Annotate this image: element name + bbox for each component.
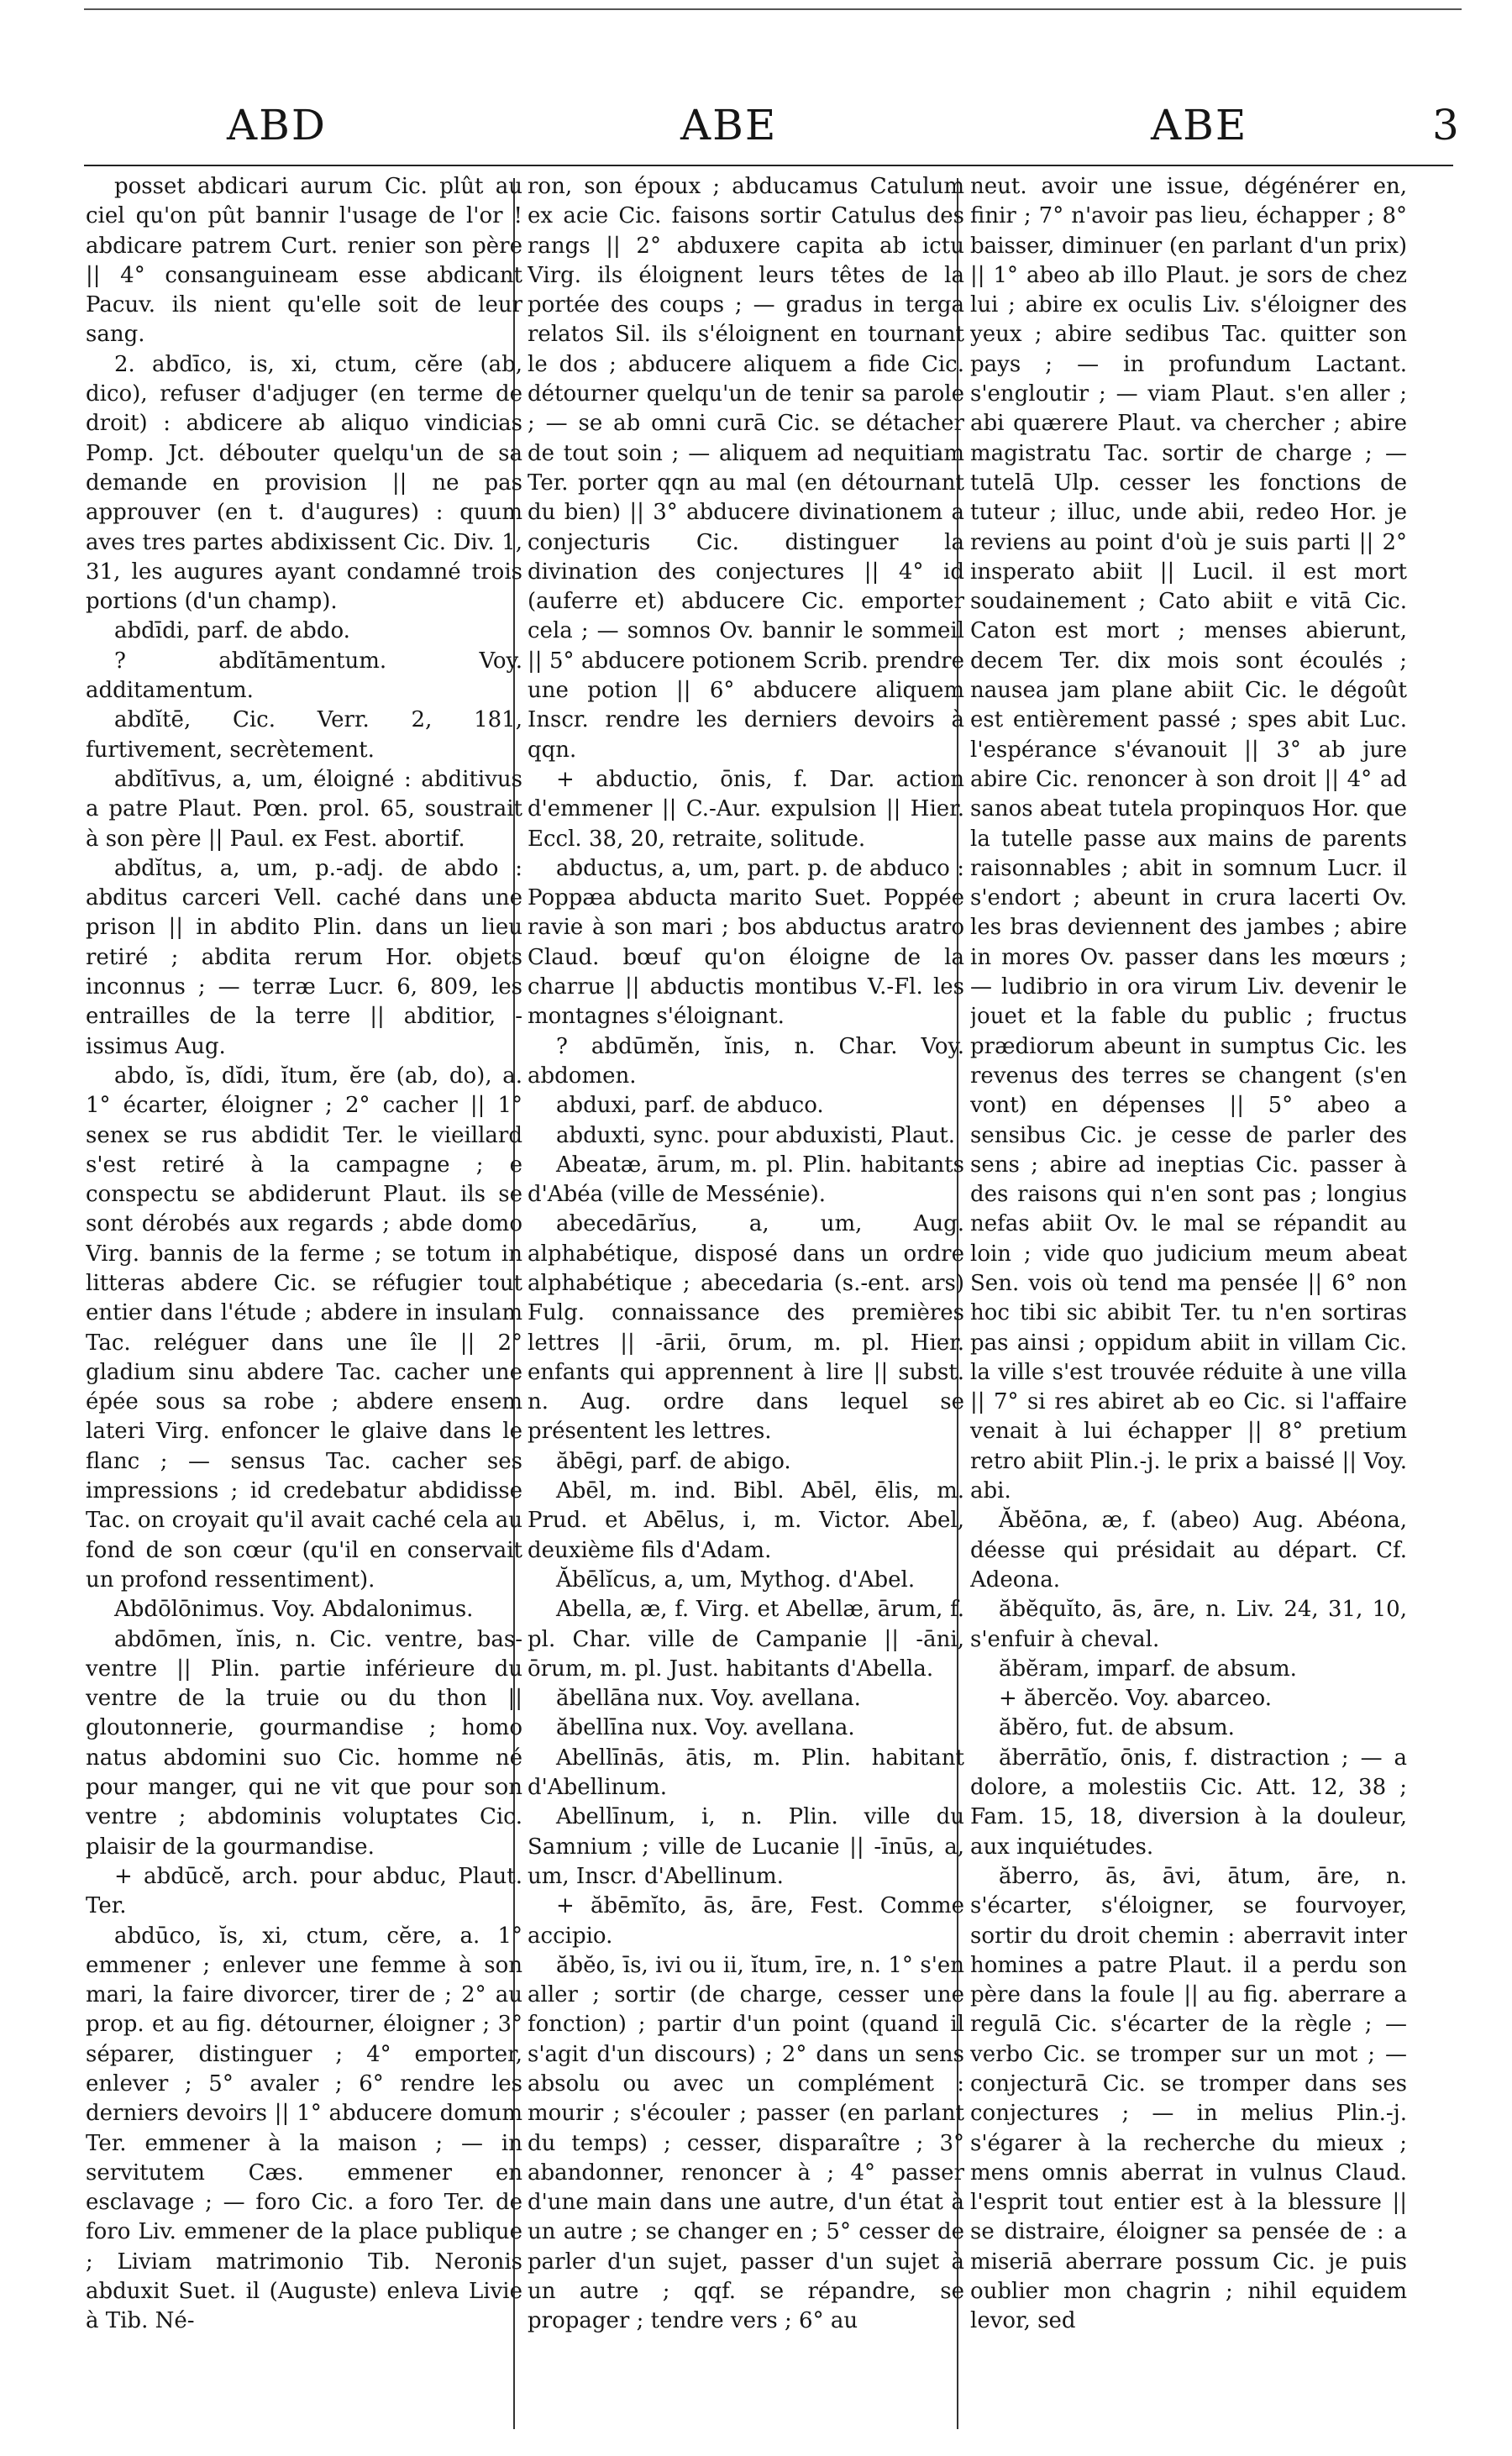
- page-number: 3: [1432, 101, 1459, 150]
- dictionary-entry: Abellīnās, ātis, m. Plin. habitant d'Abellinum.: [528, 1745, 964, 1801]
- column-3: [970, 172, 1407, 2440]
- header-rule: [84, 165, 1453, 166]
- dictionary-entry: + abductio, ōnis, f. Dar. action d'emmener || C.-Aur. expulsion || Hier. Eccl. 38, 20, retraite, solitude.: [528, 766, 964, 852]
- dictionary-entry: ? abdūmĕn, ĭnis, n. Char. Voy. abdomen.: [528, 1033, 964, 1089]
- right-guideword: ABE: [1151, 101, 1248, 150]
- dictionary-entry: ? abdĭtāmentum. Voy. additamentum.: [86, 648, 522, 704]
- dictionary-entry: abdĭtīvus, a, um, éloigné : abditivus a patre Plaut. Pœn. prol. 65, soustrait à son père || Paul. ex Fest. abortif.: [86, 766, 522, 852]
- dictionary-entry: neut. avoir une issue, dégénérer en, finir ; 7° n'avoir pas lieu, échapper ; 8° baisser, diminuer (en parlant d'un prix) || 1° abeo ab illo Plaut. je sors de chez lui ; abire ex oculis Liv. s'éloigner des yeux ; abire sedibus Tac. quitter son pays ; — in profundum Lactant. s'engloutir ; — viam Plaut. s'en aller ; abi quærere Plaut. va chercher ; abire magistratu Tac. sortir de charge ; — tutelā Ulp. cesser les fonctions de tuteur ; illuc, unde abii, redeo Hor. je reviens au point d'où je suis parti || 2° insperato abiit || Lucil. il est mort soudainement ; Cato abiit e vitā Cic. Caton est mort ; menses abierunt, decem Ter. dix mois sont écoulés ; nausea jam plane abiit Cic. le dégoût est entièrement passé ; spes abit Luc. l'espérance s'évanouit || 3° ab jure abire Cic. renoncer à son droit || 4° ad sanos abeat tutela propinquos Hor. que la tutelle passe aux mains de parents raisonnables ; abit in somnum Lucr. il s'endort ; abeunt in crura lacerti Ov. les bras deviennent des jambes ; abire in mores Ov. passer dans les mœurs ; — ludibrio in ora virum Liv. devenir le jouet et la fable du public ; fructus prædiorum abeunt in sumptus Cic. les revenus des terres se changent (s'en vont) en dépenses || 5° abeo a sensibus Cic. je cesse de parler des sens ; abire ad ineptias Cic. passer à des raisons qui n'en sont pas ; longius nefas abiit Ov. le mal se répandit au loin ; vide quo judicium meum abeat Sen. vois où tend ma pensée || 6° non hoc tibi sic abibit Ter. tu n'en sortiras pas ainsi ; oppidum abiit in villam Cic. la ville s'est trouvée réduite à une villa || 7° si res abiret ab eo Cic. si l'affaire venait à lui échapper || 8° pretium retro abiit Plin.-j. le prix a baissé || Voy. abi.: [970, 174, 1407, 1504]
- dictionary-entry: ăbĕram, imparf. de absum.: [999, 1656, 1297, 1682]
- dictionary-entry: ăbĕro, fut. de absum.: [999, 1715, 1235, 1741]
- dictionary-entry: posset abdicari aurum Cic. plût au ciel qu'on pût bannir l'usage de l'or ! abdicare patrem Curt. renier son père || 4° consanguineam esse abdicant Pacuv. ils nient qu'elle soit de leur sang.: [86, 174, 522, 348]
- dictionary-entry: abductus, a, um, part. p. de abduco : Poppæa abducta marito Suet. Poppée ravie à son mari ; bos abductus aratro Claud. bœuf qu'on éloigne de la charrue || abductis montibus V.-Fl. les montagnes s'éloignant.: [528, 855, 964, 1030]
- dictionary-entry: abduxti, sync. pour abduxisti, Plaut.: [556, 1122, 956, 1148]
- dictionary-entry: Ăbĕōna, æ, f. (abeo) Aug. Abéona, déesse qui présidait au départ. Cf. Adeona.: [970, 1508, 1407, 1593]
- dictionary-entry: Abella, æ, f. Virg. et Abellæ, ārum, f. pl. Char. ville de Campanie || -āni, ōrum, m. pl. Just. habitants d'Abella.: [528, 1597, 964, 1682]
- dictionary-entry: Abdōlōnimus. Voy. Abdalonimus.: [114, 1597, 474, 1623]
- dictionary-entry: ăbĕo, īs, ivi ou ii, ĭtum, īre, n. 1° s'en aller ; sortir (de charge, cesser une fonction) ; partir d'un point (quand il s'agit d'un discours) ; 2° dans un sens absolu ou avec un complément : mourir ; s'écouler ; passer (en parlant du temps) ; cesser, disparaître ; 3° abandonner, renoncer à ; 4° passer d'une main dans une autre, d'un état à un autre ; se changer en ; 5° cesser de parler d'un sujet, passer d'un sujet à un autre ; qqf. se répandre, se propager ; tendre vers ; 6° au: [528, 1952, 964, 2334]
- dictionary-entry: ron, son époux ; abducamus Catulum ex acie Cic. faisons sortir Catulus des rangs || 2° abduxere capita ab ictu Virg. ils éloignent leurs têtes de la portée des coups ; — gradus in terga relatos Sil. ils s'éloignent en tournant le dos ; abducere aliquem a fide Cic. détourner quelqu'un de tenir sa parole ; — se ab omni curā Cic. se détacher de tout soin ; — aliquem ad nequitiam Ter. porter qqn au mal (en détournant du bien) || 3° abducere divinationem a conjecturis Cic. distinguer la divination des conjectures || 4° id (auferre et) abducere Cic. emporter cela ; — somnos Ov. bannir le sommeil || 5° abducere potionem Scrib. prendre une potion || 6° abducere aliquem Inscr. rendre les derniers devoirs à qqn.: [528, 174, 964, 763]
- dictionary-entry: ăbellāna nux. Voy. avellana.: [556, 1686, 861, 1712]
- dictionary-entry: ăberro, ās, āvi, ātum, āre, n. s'écarter, s'éloigner, se fourvoyer, sortir du droit chemin : aberravit inter homines a patre Plaut. il a perdu son père dans la foule || au fig. aberrare a regulā Cic. s'écarter de la règle ; — verbo Cic. se tromper sur un mot ; — conjecturā Cic. se tromper dans ses conjectures ; — in melius Plin.-j. s'égarer à la recherche du mieux ; mens omnis aberrat in vulnus Claud. l'esprit tout entier est à la blessure || se distraire, éloigner sa pensée de : a miseriā aberrare possum Cic. je puis oublier mon chagrin ; nihil equidem levor, sed: [970, 1863, 1407, 2334]
- dictionary-entry: Abēl, m. ind. Bibl. Abēl, ēlis, m. Prud. et Abēlus, i, m. Victor. Abel, deuxième fils d'Adam.: [528, 1478, 964, 1563]
- dictionary-entry: abdo, ĭs, dĭdi, ĭtum, ĕre (ab, do), a. 1° écarter, éloigner ; 2° cacher || 1° senex se rus abdidit Ter. le vieillard s'est retiré à la campagne ; e conspectu se abdiderunt Plaut. ils se sont dérobés aux regards ; abde domo Virg. bannis de la ferme ; se totum in litteras abdere Cic. se réfugier tout entier dans l'étude ; abdere in insulam Tac. reléguer dans une île || 2° gladium sinu abdere Tac. cacher une épée sous sa robe ; abdere ensem lateri Virg. enfoncer le glaive dans le flanc ; — sensus Tac. cacher ses impressions ; id credebatur abdidisse Tac. on croyait qu'il avait caché cela au fond de son cœur (qu'il en conservait un profond ressentiment).: [86, 1063, 522, 1593]
- dictionary-entry: abdĭtē, Cic. Verr. 2, 181, furtivement, secrètement.: [86, 707, 522, 763]
- dictionary-entry: ăbĕquĭto, ās, āre, n. Liv. 24, 31, 10, s'enfuir à cheval.: [970, 1597, 1407, 1652]
- center-guideword: ABE: [680, 101, 778, 150]
- dictionary-entry: abdōmen, ĭnis, n. Cic. ventre, bas-ventre || Plin. partie inférieure du ventre de la truie ou du thon || gloutonnerie, gourmandise ; homo natus abdomini suo Cic. homme né pour manger, qui ne vit que pour son ventre ; abdominis voluptates Cic. plaisir de la gourmandise.: [86, 1626, 522, 1860]
- dictionary-entry: + ăbēmĭto, ās, āre, Fest. Comme accipio.: [528, 1893, 964, 1949]
- dictionary-entry: ăbēgi, parf. de abigo.: [556, 1448, 791, 1474]
- dictionary-entry: ăberrātĭo, ōnis, f. distraction ; — a dolore, a molestiis Cic. Att. 12, 38 ; Fam. 15, 18, diversion à la douleur, aux inquiétudes.: [970, 1745, 1407, 1860]
- top-edge-rule: [84, 8, 1462, 10]
- dictionary-entry: abdūco, ĭs, xi, ctum, cĕre, a. 1° emmener ; enlever une femme à son mari, la faire divorcer, tirer de ; 2° au prop. et au fig. détourner, éloigner ; 3° séparer, distinguer ; 4° emporter, enlever ; 5° avaler ; 6° rendre les derniers devoirs || 1° abducere domum Ter. emmener à la maison ; — in servitutem Cæs. emmener en esclavage ; — foro Cic. a foro Ter. de foro Liv. emmener de la place publique ; Liviam matrimonio Tib. Neronis abduxit Suet. il (Auguste) enleva Livie à Tib. Né-: [86, 1923, 522, 2334]
- dictionary-entry: Abellīnum, i, n. Plin. ville du Samnium ; ville de Lucanie || -īnūs, a, um, Inscr. d'Abellinum.: [528, 1804, 964, 1889]
- dictionary-entry: Ăbēlĭcus, a, um, Mythog. d'Abel.: [556, 1566, 916, 1593]
- dictionary-entry: + abdūcĕ, arch. pour abduc, Plaut. Ter.: [86, 1863, 522, 1919]
- dictionary-entry: Abeatæ, ārum, m. pl. Plin. habitants d'Abéa (ville de Messénie).: [528, 1152, 964, 1208]
- dictionary-entry: abecedārĭus, a, um, Aug. alphabétique, disposé dans un ordre alphabétique ; abecedaria (s.-ent. ars) Fulg. connaissance des premières lettres || -ārii, ōrum, m. pl. Hier. enfants qui apprennent à lire || subst. n. Aug. ordre dans lequel se présentent les lettres.: [528, 1211, 964, 1445]
- column-2: [528, 172, 964, 2440]
- page-header: [0, 101, 1512, 168]
- column-1: [86, 172, 522, 2440]
- dictionary-entry: + ăbercĕo. Voy. abarceo.: [999, 1686, 1272, 1712]
- dictionary-entry: abdĭtus, a, um, p.-adj. de abdo : abditus carceri Vell. caché dans une prison || in abdito Plin. dans un lieu retiré ; abdita rerum Hor. objets inconnus ; — terræ Lucr. 6, 809, les entrailles de la terre || abditior, -issimus Aug.: [86, 855, 522, 1059]
- dictionary-entry: abduxi, parf. de abduco.: [556, 1093, 824, 1119]
- dictionary-entry: ăbellīna nux. Voy. avellana.: [556, 1715, 855, 1741]
- dictionary-entry: abdīdi, parf. de abdo.: [114, 618, 350, 644]
- left-guideword: ABD: [227, 101, 327, 150]
- dictionary-entry: 2. abdīco, is, xi, ctum, cĕre (ab, dico), refuser d'adjuger (en terme de droit) : abdicere ab aliquo vindicias Pomp. Jct. débouter quelqu'un de sa demande en provision || ne pas approuver (en t. d'augures) : quum aves tres partes abdixissent Cic. Div. 1, 31, les augures ayant condamné trois portions (d'un champ).: [86, 351, 522, 615]
